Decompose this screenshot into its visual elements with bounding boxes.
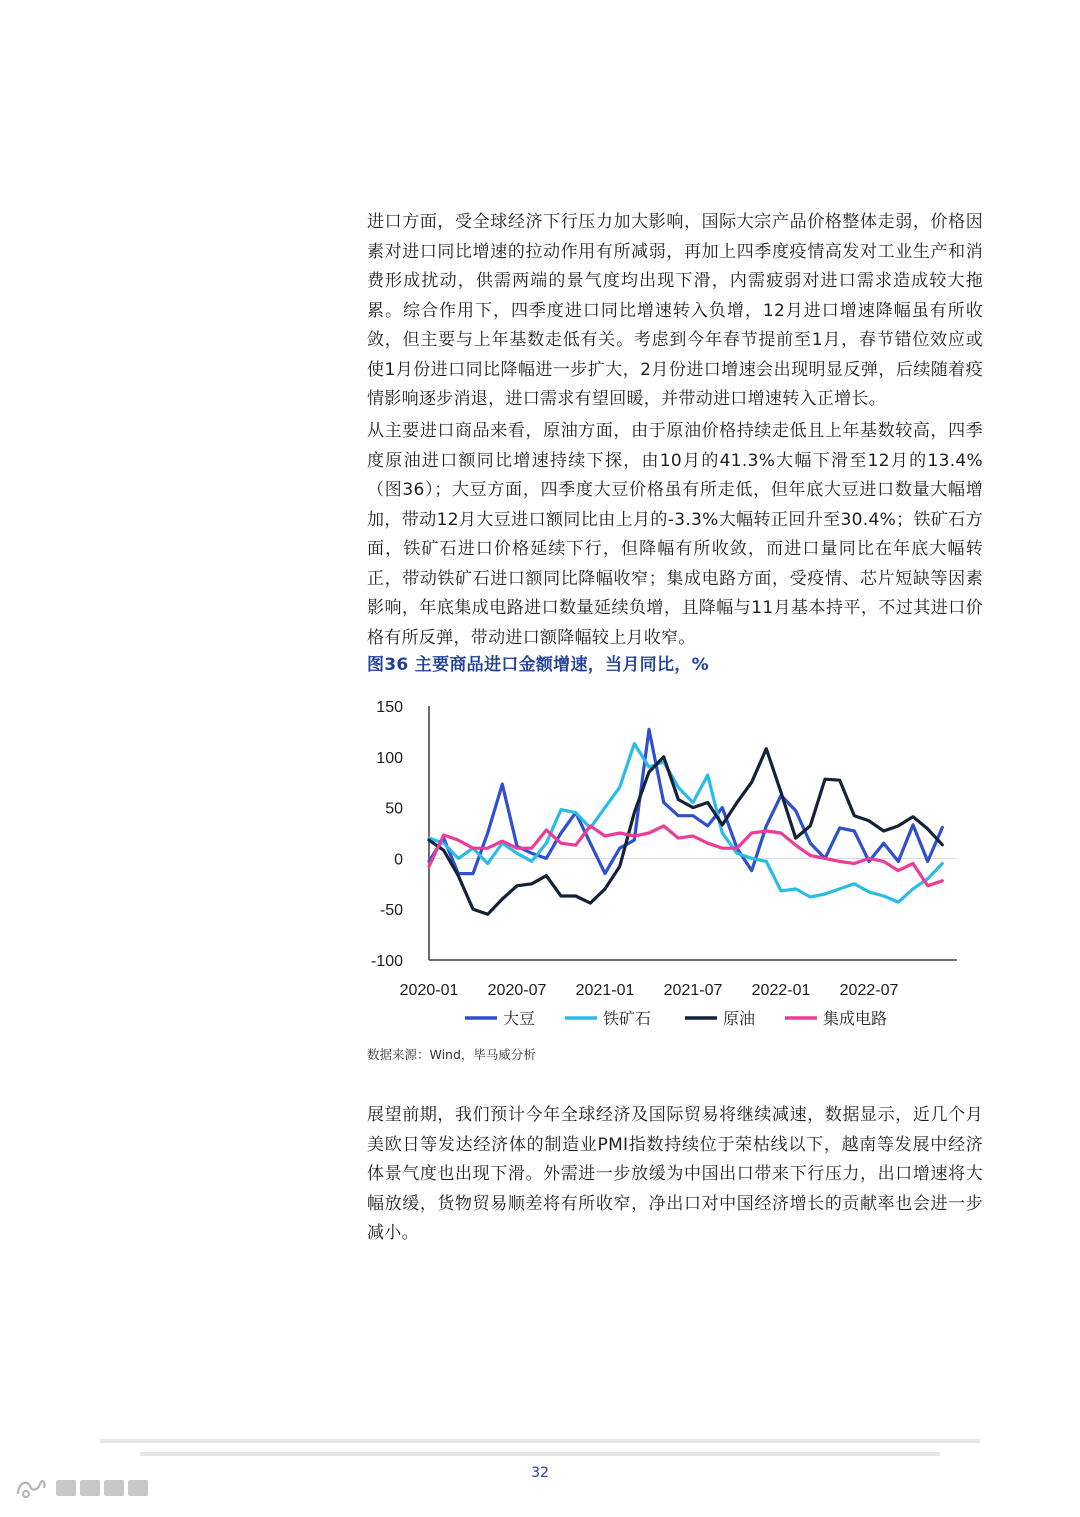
legend-label: 大豆	[503, 1011, 536, 1028]
x-axis	[400, 858, 957, 999]
footer-disclaimer	[100, 1435, 980, 1466]
page-number: 32	[531, 1465, 549, 1481]
paragraph-import-overview: 进口方面，受全球经济下行压力加大影响，国际大宗产品价格整体走弱，价格因素对进口同比增速的拉动作用有所减弱，再加上四季度疫情高发对工业生产和消费形成扰动，供需两端的景气度均出现下滑，内需疲弱对进口需求造成较大拖累。综合作用下，四季度进口同比增速转入负增，12月进口增速降幅虽有所收敛，但主要与上年基数走低有关。考虑到今年春节提前至1月，春节错位效应或使1月份进口同比降幅进一步扩大，2月份进口增速会出现明显反弹，后续随着疫情影响逐步消退，进口需求有望回暖，并带动进口增速转入正增长。	[367, 212, 983, 409]
legend	[465, 1010, 887, 1028]
series-line-铁矿石	[429, 744, 942, 903]
x-tick-label: 2020-07	[487, 982, 547, 999]
figure-title: 图36 主要商品进口金额增速，当月同比，%	[367, 655, 709, 675]
y-tick-label: -50	[379, 902, 403, 920]
y-tick-label: 0	[394, 851, 403, 869]
y-tick-label: 100	[376, 749, 403, 767]
x-tick-label: 2022-07	[839, 982, 899, 999]
y-axis	[371, 699, 429, 970]
x-tick-label: 2021-01	[575, 982, 635, 999]
paragraph-outlook: 展望前期，我们预计今年全球经济及国际贸易将继续减速，数据显示，近几个月美欧日等发达经济体的制造业PMI指数持续位于荣枯线以下，越南等发展中经济体景气度也出现下滑。外需进一步放缓为中国出口带来下行压力，出口增速将大幅放缓，货物贸易顺差将有所收窄，净出口对中国经济增长的贡献率也会进一步减小。	[367, 1105, 983, 1243]
series-line-大豆	[429, 729, 942, 873]
x-tick-label: 2022-01	[751, 982, 811, 999]
y-tick-label: -100	[370, 953, 403, 970]
paragraph-main-commodities: 从主要进口商品来看，原油方面，由于原油价格持续走低且上年基数较高，四季度原油进口额同比增速持续下探，由10月的41.3%大幅下滑至12月的13.4%（图36）；大豆方面，四季度大豆价格虽有所走低，但年底大豆进口数量大幅增加，带动12月大豆进口额同比由上月的-3.3%大幅转正回升至30.4%；铁矿石方面，铁矿石进口价格延续下行，但降幅有所收敛，而进口量同比在年底大幅转正，带动铁矿石进口额同比降幅收窄；集成电路方面，受疫情、芯片短缺等因素影响，年底集成电路进口数量延续负增，且降幅与11月基本持平，不过其进口价格有所反弹，带动进口额降幅较上月收窄。	[367, 421, 983, 648]
data-source-note: 数据来源：Wind，毕马威分析	[367, 1047, 536, 1062]
legend-label: 原油	[723, 1011, 756, 1028]
series-lines	[429, 729, 942, 914]
x-tick-label: 2021-07	[663, 982, 723, 999]
legend-label: 集成电路	[823, 1011, 888, 1028]
y-tick-label: 150	[376, 699, 403, 716]
y-tick-label: 50	[385, 800, 403, 818]
footer-disclaimer-text	[100, 1435, 980, 1461]
watermark-lettering	[54, 1476, 150, 1500]
line-chart	[367, 688, 987, 1038]
x-tick-label: 2020-01	[399, 982, 459, 999]
legend-label: 铁矿石	[603, 1011, 652, 1028]
watermark-icon	[14, 1476, 48, 1500]
watermark-logo	[14, 1476, 150, 1500]
